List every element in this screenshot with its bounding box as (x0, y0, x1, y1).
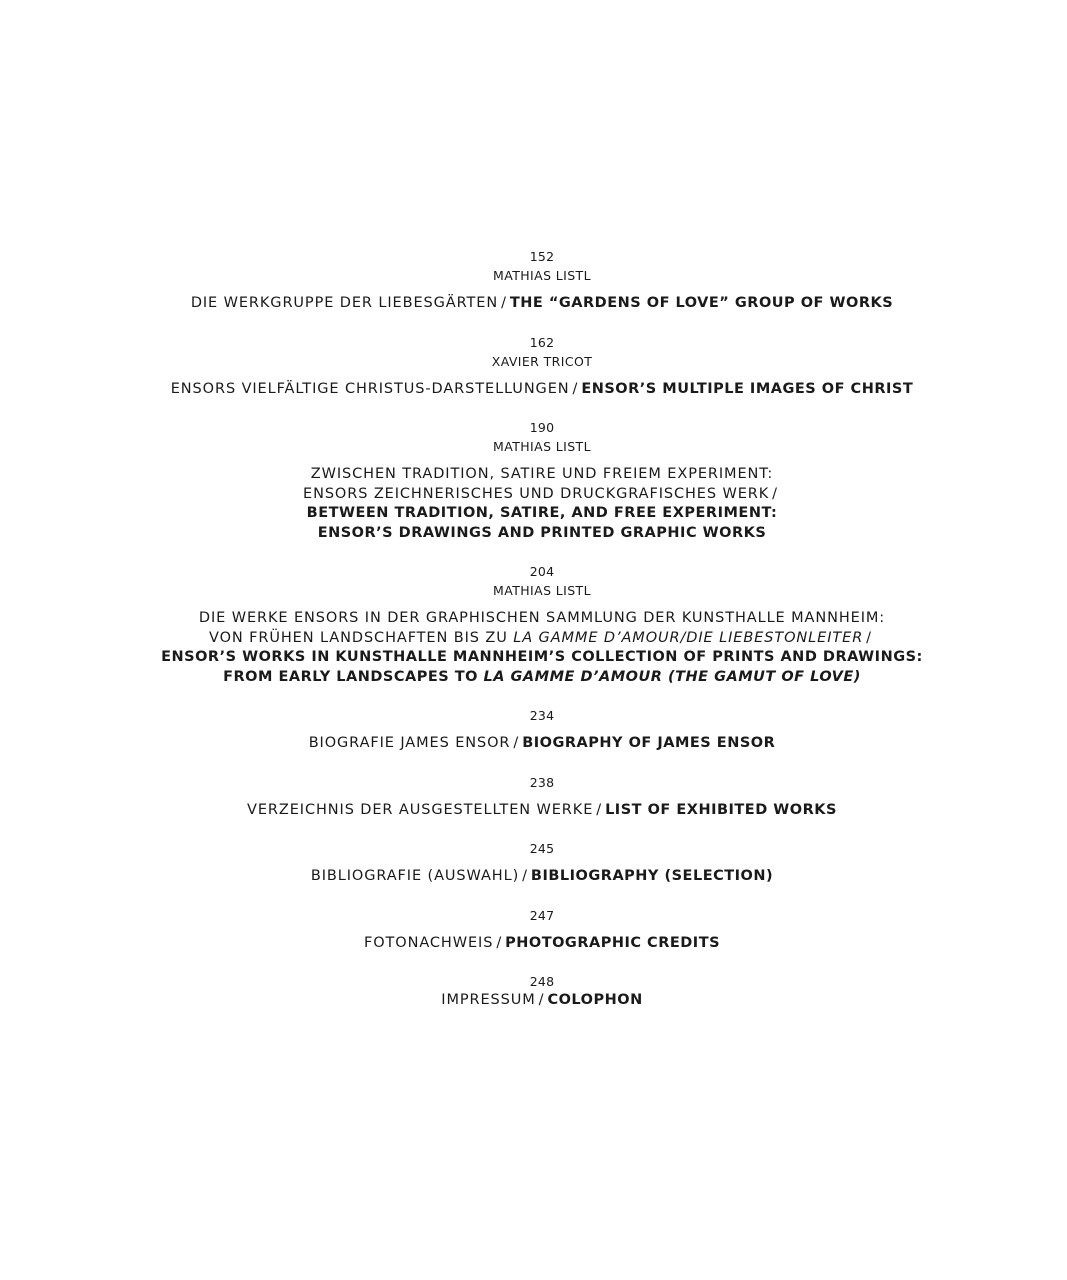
title-german: VERZEICHNIS DER AUSGESTELLTEN WERKE (247, 801, 594, 818)
title-german-line-1: ZWISCHEN TRADITION, SATIRE UND FREIEM EXPERIMENT: (310, 466, 774, 482)
title-german: ENSORS VIELFÄLTIGE CHRISTUS-DARSTELLUNGEN (170, 380, 570, 397)
entry-title (0, 734, 1067, 754)
title-english: COLOPHON (547, 992, 643, 1008)
title-german-italic: LA GAMME D’AMOUR/DIE LIEBESTONLEITER (513, 629, 864, 646)
title-english: ENSOR’S MULTIPLE IMAGES OF CHRIST (581, 380, 914, 397)
title-german-text: ENSORS ZEICHNERISCHES UND DRUCKGRAFISCHES WERK (303, 485, 770, 502)
toc-entry-152 (0, 247, 1067, 314)
toc-entry-190 (0, 418, 1067, 543)
toc-entry-247 (0, 906, 1067, 954)
page-number: 248 (529, 974, 555, 989)
title-english: LIST OF EXHIBITED WORKS (605, 801, 837, 818)
title-german-line-2 (0, 629, 1067, 649)
title-german-line-1: DIE WERKE ENSORS IN DER GRAPHISCHEN SAMMLUNG DER KUNSTHALLE MANNHEIM: (198, 610, 886, 626)
entry-title (0, 934, 1067, 954)
toc-entry-248 (0, 972, 1067, 1011)
title-english: BIOGRAPHY OF JAMES ENSOR (522, 735, 776, 751)
title-english-line-2 (0, 668, 1067, 688)
page-number: 234 (529, 708, 555, 723)
title-english: PHOTOGRAPHIC CREDITS (505, 934, 721, 951)
page-number: 152 (529, 249, 555, 264)
toc-entry-162 (0, 333, 1067, 400)
toc-entry-238 (0, 773, 1067, 821)
title-german: DIE WERKGRUPPE DER LIEBESGÄRTEN (190, 295, 499, 311)
title-german: BIOGRAFIE JAMES ENSOR (308, 735, 511, 751)
author-name: XAVIER TRICOT (491, 353, 593, 369)
title-german: IMPRESSUM (441, 992, 536, 1008)
title-separator: / (596, 801, 603, 818)
title-separator: / (522, 868, 528, 884)
title-separator: / (772, 485, 778, 502)
author-name: MATHIAS LISTL (493, 583, 591, 598)
title-english-line-1: ENSOR’S WORKS IN KUNSTHALLE MANNHEIM’S COLLECTION OF PRINTS AND DRAWINGS: (161, 649, 923, 665)
entry-title (0, 991, 1067, 1011)
entry-title (0, 867, 1067, 887)
title-german: FOTONACHWEIS (363, 934, 494, 951)
title-separator: / (572, 380, 579, 397)
title-german-line-2 (0, 485, 1067, 505)
title-english-line-2: ENSOR’S DRAWINGS AND PRINTED GRAPHIC WORKS (317, 524, 767, 541)
toc-entry-234 (0, 706, 1067, 754)
table-of-contents (0, 247, 1067, 1011)
title-german: BIBLIOGRAFIE (AUSWAHL) (310, 868, 520, 884)
toc-entry-245 (0, 839, 1067, 887)
title-separator: / (866, 629, 872, 646)
title-english-italic: LA GAMME D’AMOUR (THE GAMUT OF LOVE) (483, 668, 861, 685)
title-separator: / (513, 735, 520, 751)
title-english-line-1: BETWEEN TRADITION, SATIRE, AND FREE EXPERIMENT: (306, 505, 778, 521)
page-number: 162 (529, 334, 555, 350)
title-english: THE “GARDENS OF LOVE” GROUP OF WORKS (509, 295, 894, 311)
title-german-text: VON FRÜHEN LANDSCHAFTEN BIS ZU (209, 629, 514, 646)
page-number: 238 (529, 774, 555, 790)
title-english: BIBLIOGRAPHY (SELECTION) (530, 868, 774, 884)
page-number: 204 (529, 564, 555, 579)
page-number: 245 (529, 841, 555, 856)
author-name: MATHIAS LISTL (493, 268, 591, 283)
author-name: MATHIAS LISTL (493, 439, 591, 454)
entry-title (0, 294, 1067, 314)
title-separator: / (496, 934, 503, 951)
title-english-text: FROM EARLY LANDSCAPES TO (223, 668, 484, 685)
title-separator: / (538, 992, 545, 1008)
toc-entry-204 (0, 562, 1067, 687)
entry-title (0, 380, 1067, 400)
entry-title (0, 801, 1067, 821)
page-number: 247 (529, 907, 555, 923)
page-number: 190 (529, 420, 555, 435)
title-separator: / (501, 295, 507, 311)
